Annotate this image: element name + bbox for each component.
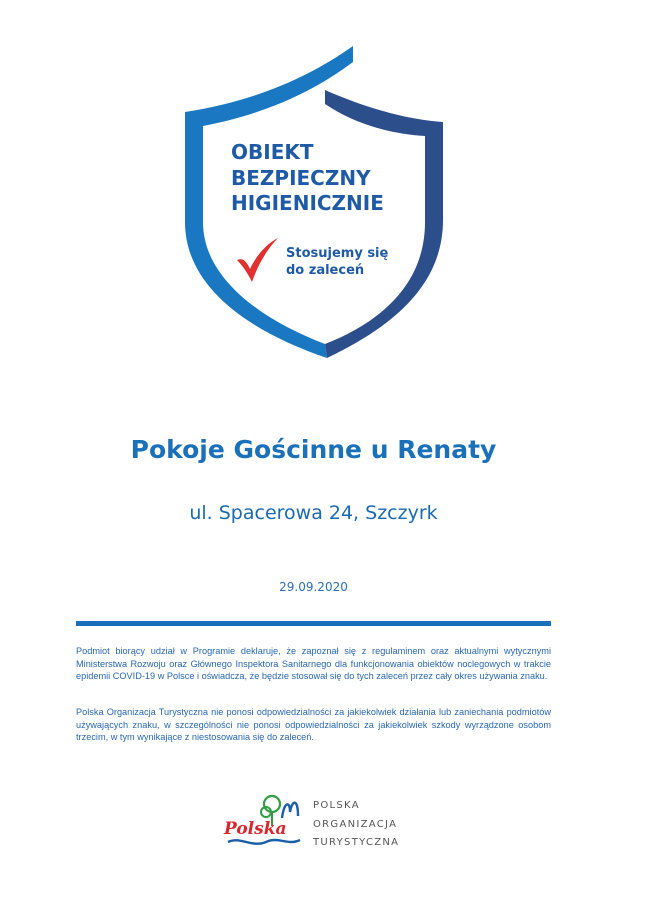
venue-name: Pokoje Gościnne u Renaty [130,435,497,464]
org-line-2: ORGANIZACJA [313,818,398,830]
badge-subtitle [286,245,388,279]
issue-date: 29.09.2020 [279,580,348,594]
organization-name [313,797,399,853]
org-line-3: TURYSTYCZNA [313,837,400,848]
divider [76,621,551,626]
svg-text:Polska: Polska [224,819,287,839]
badge-subtitle-line-1: Stosujemy się [286,246,389,261]
org-line-1: POLSKA [313,800,360,811]
disclaimer-paragraph-2: Polska Organizacja Turystyczna nie ponosi odpowiedzialności za jakiekolwiek działania lub zaniechania podmiotów używających znaku, w szczególności nie ponosi odpowiedzialności za jakiekolwiek szkody wyrządzone osobom trzecim, w tym wynikające z niestosowania się do zaleceń. [76,707,551,742]
badge-title [231,140,384,217]
disclaimer-paragraph-1: Podmiot biorący udział w Programie deklaruje, że zapoznał się z regulaminem oraz aktualnymi wytycznymi Ministerstwa Rozwoju oraz Głównego Inspektora Sanitarnego dla funkcjonowania obiektów noclegowych w trakcie epidemii COVID-19 w Polsce i oświadcza, że będzie stosował się do tych zaleceń przez cały okres używania znaku. [76,646,551,681]
red-checkmark-icon [234,236,280,284]
badge-subtitle-line-2: do zaleceń [286,263,365,278]
polska-logo [222,792,304,850]
venue-address: ul. Spacerowa 24, Szczyrk [189,502,438,524]
shield-right-half [325,90,443,358]
badge-title-line-1: OBIEKT [231,140,314,164]
badge-title-line-2: BEZPIECZNY [231,165,371,190]
badge-title-line-3: HIGIENICZNIE [231,191,384,215]
